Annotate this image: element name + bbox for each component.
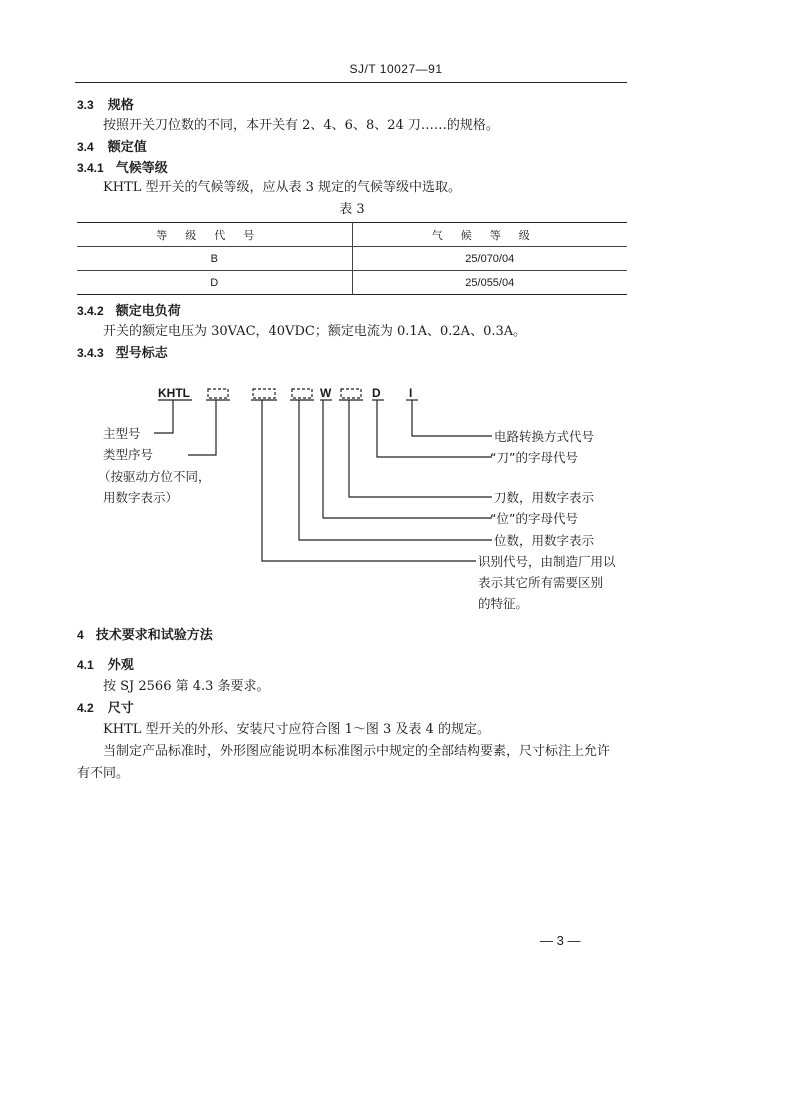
label-blade-count: 刀数，用数字表示 [494, 490, 595, 505]
table-3-caption: 表 3 [339, 202, 365, 217]
table-cell: 25/055/04 [352, 271, 627, 295]
label-type-note-2: 用数字表示） [103, 490, 179, 505]
table-header-cell: 等级代号 [156, 228, 273, 242]
table-cell: B [77, 247, 352, 271]
label-main-model: 主型号 [103, 426, 141, 441]
standard-number: SJ/T 10027—91 [349, 62, 443, 76]
section-4-2-text-1: KHTL 型开关的外形、安装尺寸应符合图 1～图 3 及表 4 的规定。 [103, 722, 490, 737]
label-id-code-1: 识别代号，由制造厂用以 [478, 554, 616, 569]
section-4-2-heading: 4.2 尺寸 [77, 701, 134, 716]
code-w: W [320, 386, 332, 400]
label-type-seq: 类型序号 [103, 447, 154, 462]
code-d: D [372, 386, 381, 400]
label-position-letter: “位”的字母代号 [490, 511, 578, 526]
label-id-code-2: 表示其它所有需要区别 [478, 575, 604, 590]
table-cell: 25/070/04 [352, 247, 627, 271]
section-3-3-text: 按照开关刀位数的不同，本开关有 2、4、6、8、24 刀……的规格。 [103, 118, 499, 133]
section-4-2-text-3: 有不同。 [77, 766, 130, 781]
section-4-2-text-2: 当制定产品标准时，外形图应能说明本标准图示中规定的全部结构要素，尺寸标注上允许 [103, 744, 611, 759]
section-3-4-heading: 3.4 额定值 [77, 140, 147, 155]
label-blade-letter: “刀”的字母代号 [490, 450, 578, 465]
label-type-note-1: （按驱动方位不同， [98, 469, 211, 484]
section-4-1-text: 按 SJ 2566 第 4.3 条要求。 [103, 679, 270, 694]
section-3-4-2-text: 开关的额定电压为 30VAC，40VDC；额定电流为 0.1A、0.2A、0.3A。 [103, 324, 527, 339]
section-3-4-1-text: KHTL 型开关的气候等级，应从表 3 规定的气候等级中选取。 [103, 180, 462, 195]
table-header-cell: 气候等级 [352, 223, 627, 247]
section-3-4-1-heading: 3.4.1 气候等级 [77, 161, 168, 176]
page-number: — 3 — [540, 933, 581, 948]
section-3-3-heading: 3.3 规格 [77, 98, 134, 113]
section-4-heading: 4 技术要求和试验方法 [77, 628, 213, 643]
label-position-count: 位数，用数字表示 [494, 533, 595, 548]
label-circuit-code: 电路转换方式代号 [494, 429, 595, 444]
section-3-4-2-heading: 3.4.2 额定电负荷 [77, 304, 181, 319]
table-cell: D [77, 271, 352, 295]
label-id-code-3: 的特征。 [478, 596, 529, 611]
section-3-4-3-heading: 3.4.3 型号标志 [77, 346, 168, 361]
code-main: KHTL [158, 386, 190, 400]
code-i: I [409, 386, 413, 400]
section-4-1-heading: 4.1 外观 [77, 658, 134, 673]
